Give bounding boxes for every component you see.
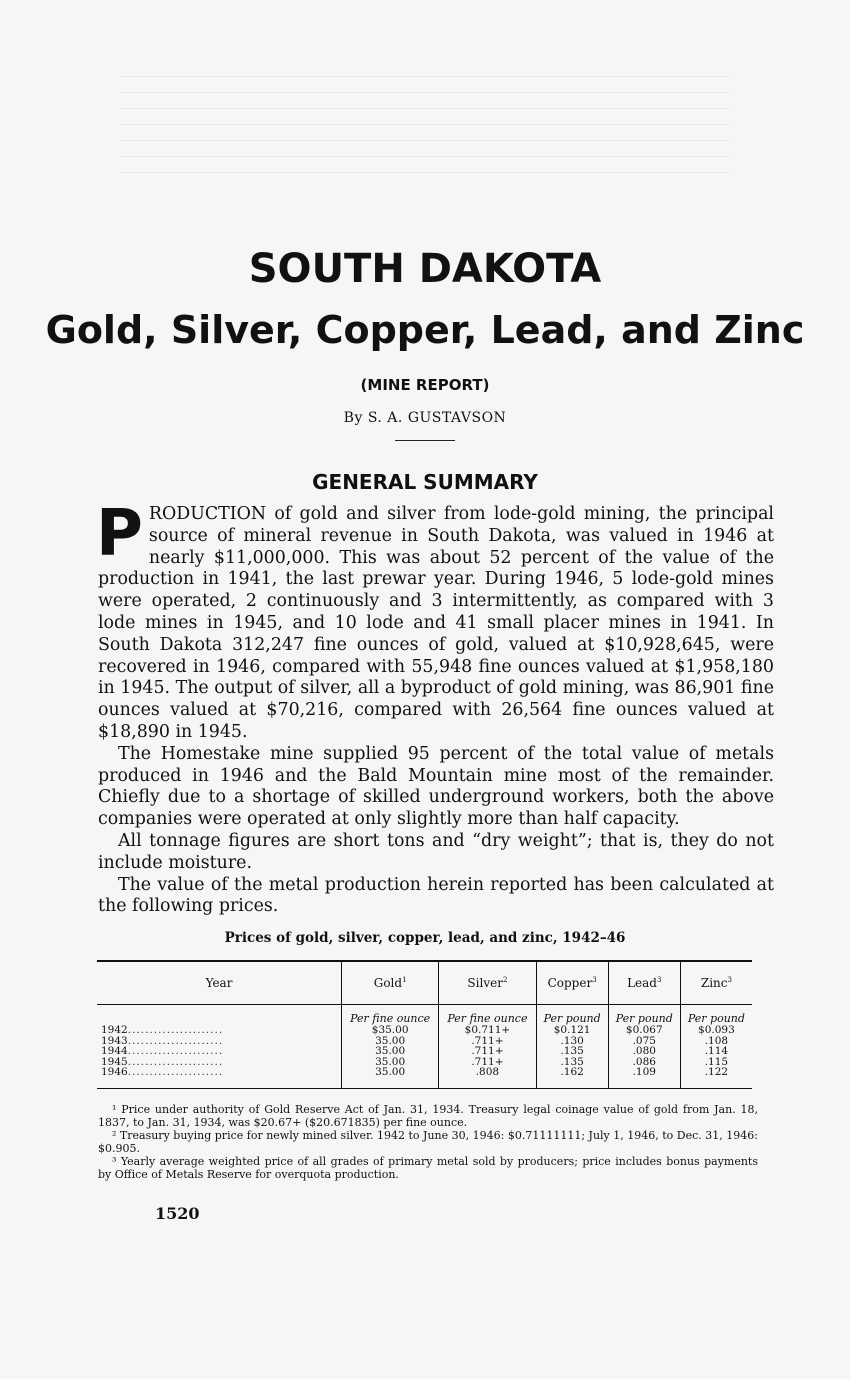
column-header-zinc: Zinc$^3$ [680,961,752,1005]
paragraph: The Homestake mine supplied 95 percent of the total value of metals produced in 1946 and the Bald Mountain mine most of the remainder. Chiefly due to a shortage of skilled underground workers, both the above companies were operated at only slightly more than half capacity. [98,743,774,830]
page-number: 1520 [155,1204,200,1223]
units-row: Per fine ounce Per fine ounce Per pound Per pound Per pound [97,1005,752,1026]
table-title: Prices of gold, silver, copper, lead, and zinc, 1942–46 [224,930,626,946]
column-header-silver: Silver$^2$ [439,961,536,1005]
summary-body [96,497,774,918]
table-row: 1945...................... 35.00 .711+ .135 .086 .115 [97,1057,752,1068]
column-header-year: Year [97,961,342,1005]
bleed-through-text [120,70,730,188]
table-row: 1944...................... 35.00 .711+ .135 .080 .114 [97,1046,752,1057]
footnote: ² Treasury buying price for newly mined silver. 1942 to June 30, 1946: $0.71111111; July 1, 1946, to Dec. 31, 1946: $0.905. [98,1129,758,1155]
title-rule [395,440,455,441]
footnotes [98,1103,758,1181]
paragraph: PRODUCTION of gold and silver from lode-gold mining, the principal source of mineral revenue in South Dakota, was valued in 1946 at nearly $11,000,000. This was about 52 percent of the value of the production in 1941, the last prewar year. During 1946, 5 lode-gold mines were operated, 2 continuously and 3 intermittently, as compared with 3 lode mines in 1945, and 10 lode and 41 small placer mines in 1941. In South Dakota 312,247 fine ounces of gold, valued at $10,928,645, were recovered in 1946, compared with 55,948 fine ounces valued at $1,958,180 in 1945. The output of silver, all a byproduct of gold mining, was 86,901 fine ounces valued at $70,216, compared with 26,564 fine ounces valued at $18,890 in 1945. [96,497,774,742]
footnote: ¹ Price under authority of Gold Reserve Act of Jan. 31, 1934. Treasury legal coinage value of gold from Jan. 18, 1837, to Jan. 31, 1934, was $20.67+ ($20.671835) per fine ounce. [98,1103,758,1129]
report-type: (MINE REPORT) [360,376,490,394]
table-header-row [97,961,752,1005]
table-row: 1942...................... $35.00 $0.711+ $0.121 $0.067 $0.093 [97,1025,752,1036]
table-row: 1946...................... 35.00 .808 .162 .109 .122 [97,1067,752,1088]
page-title: SOUTH DAKOTA [248,246,602,292]
paragraph: All tonnage figures are short tons and “dry weight”; that is, they do not include moisture. [98,830,774,873]
prices-table [97,960,752,1089]
footnote: ³ Yearly average weighted price of all grades of primary metal sold by producers; price includes bonus payments by Office of Metals Reserve for overquota production. [98,1155,758,1181]
page-subtitle: Gold, Silver, Copper, Lead, and Zinc [45,308,805,352]
column-header-copper: Copper$^3$ [536,961,608,1005]
paragraph: The value of the metal production herein reported has been calculated at the following prices. [98,874,774,917]
column-header-gold: Gold$^1$ [342,961,439,1005]
section-heading: GENERAL SUMMARY [312,470,538,494]
byline: By S. A. GUSTAVSON [343,410,507,426]
drop-cap: P [96,497,143,571]
table-row: 1943...................... 35.00 .711+ .130 .075 .108 [97,1036,752,1047]
column-header-lead: Lead$^3$ [608,961,680,1005]
